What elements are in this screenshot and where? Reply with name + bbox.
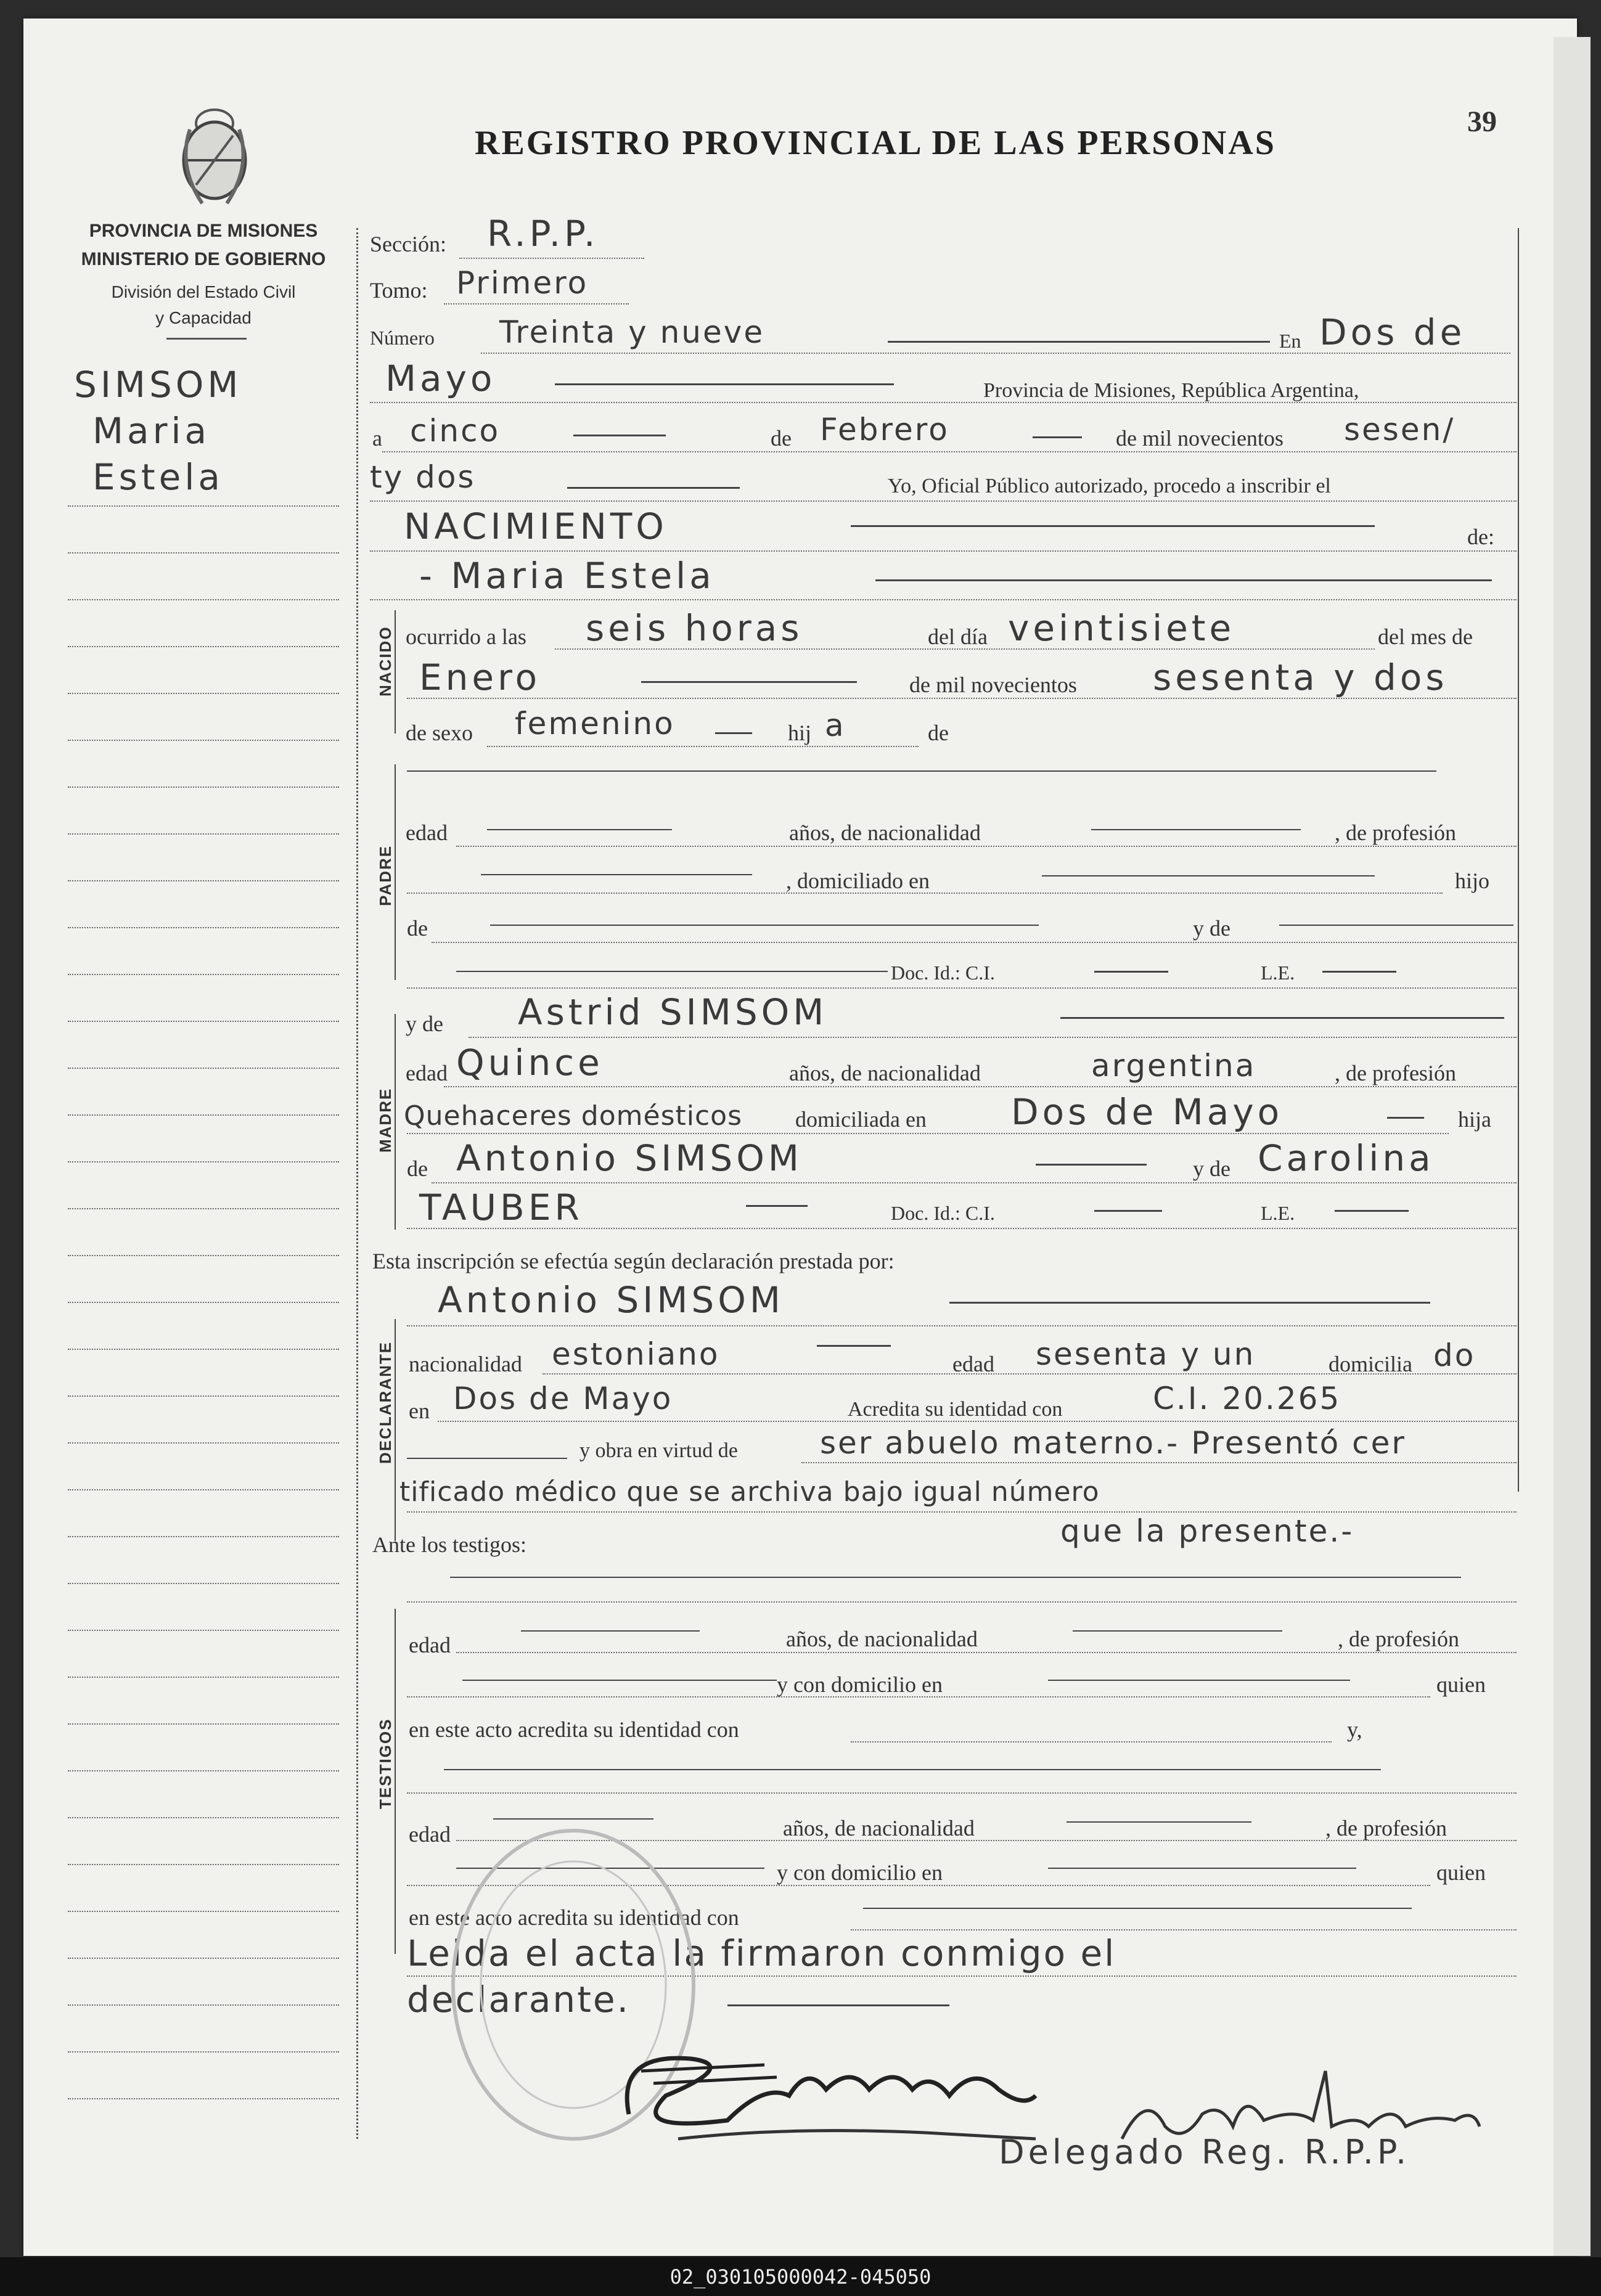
label-edad-t2: edad: [409, 1822, 451, 1847]
abuelo-dash: [1036, 1164, 1147, 1166]
margin-ruled-line: [68, 1583, 339, 1584]
label-del-dia: del día: [928, 624, 988, 649]
margin-ruled-line: [68, 552, 339, 554]
t1-edad-line: [456, 1652, 1517, 1653]
label-anos-nac-t1: años, de nacionalidad: [786, 1627, 978, 1651]
entry-sexo: femenino: [515, 706, 675, 742]
margin-ruled-line: [68, 1068, 339, 1069]
entry-virtud-2: tificado médico que se archiva bajo igual número: [399, 1476, 1100, 1508]
label-y-obra: y obra en virtud de: [579, 1439, 738, 1462]
entry-cierre-2: declarante.: [407, 1979, 631, 2020]
padre-edad-line: [456, 846, 1517, 847]
label-y-de-padre: y de: [1193, 916, 1230, 941]
margin-ruled-line: [68, 1161, 339, 1162]
label-hija: hija: [1458, 1107, 1491, 1132]
label-con-domicilio-t1: y con domicilio en: [777, 1672, 943, 1697]
entry-virtud-1: ser abuelo materno.- Presentó cer: [820, 1425, 1406, 1461]
label-edad-madre: edad: [406, 1061, 448, 1085]
nac-dec-dash: [817, 1345, 891, 1347]
padre-dom-line: [407, 893, 1443, 894]
coat-of-arms-emblem: [165, 86, 264, 210]
margin-ruled-line: [68, 1395, 339, 1397]
entry-acto: NACIMIENTO: [404, 505, 668, 547]
virtud-line-1: [801, 1462, 1517, 1463]
acto-dash: [851, 525, 1375, 527]
entry-edad-madre: Quince: [456, 1042, 604, 1084]
entry-hora: seis horas: [586, 607, 803, 649]
margin-ruled-line: [68, 1255, 339, 1256]
side-label-nacido: NACIDO: [376, 626, 395, 697]
entry-anio-nac: sesenta y dos: [1153, 656, 1448, 698]
declarante-line: [407, 1325, 1517, 1326]
sexo-line: [487, 746, 919, 747]
t1-dash-2: [444, 1769, 1381, 1770]
entry-numero: Treinta y nueve: [499, 314, 765, 350]
nombre-line: [370, 599, 1517, 600]
madre-de-line: [432, 1182, 1517, 1183]
ante-dash-1: [450, 1577, 1461, 1578]
mayo-dash: [555, 383, 894, 385]
label-a: a: [372, 426, 382, 451]
t2-acredita-line: [851, 1929, 1517, 1930]
label-domiciliado-en: , domiciliado en: [786, 868, 930, 893]
margin-ruled-line: [68, 880, 339, 881]
label-edad-t1: edad: [409, 1633, 451, 1657]
entry-madre: Astrid SIMSOM: [518, 991, 828, 1033]
label-edad-padre: edad: [406, 820, 448, 845]
sexo-dash: [715, 732, 752, 734]
margin-ruled-line: [68, 1817, 339, 1818]
madre-dom-line: [407, 1133, 1449, 1134]
madre-dash: [1060, 1017, 1504, 1019]
label-le-madre: L.E.: [1261, 1202, 1295, 1224]
margin-ruled-line: [68, 1911, 339, 1912]
label-edad-dec: edad: [952, 1352, 994, 1376]
margin-ruled-line: [68, 1770, 339, 1771]
margin-ruled-line: [68, 1630, 339, 1631]
division-line-2: y Capacidad: [155, 308, 252, 327]
abuelos-padre-dash: [490, 925, 1039, 926]
entry-seccion: R.P.P.: [487, 213, 599, 255]
margin-ruled-line: [68, 927, 339, 928]
side-label-testigos: TESTIGOS: [376, 1718, 395, 1809]
label-de-prof-madre: , de profesión: [1335, 1061, 1456, 1085]
main-form-left-border: [356, 228, 358, 2139]
label-ante-testigos: Ante los testigos:: [372, 1532, 526, 1557]
seccion-line: [459, 258, 644, 259]
label-de-mil-novecientos-2: de mil novecientos: [909, 672, 1077, 697]
label-anos-nac-madre: años, de nacionalidad: [789, 1061, 981, 1085]
label-ocurrido: ocurrido a las: [406, 624, 526, 649]
side-label-padre: PADRE: [376, 844, 395, 906]
padres-line: [407, 770, 1436, 772]
entry-tomo: Primero: [456, 265, 589, 301]
t1-acredita-line-2: [407, 1792, 1517, 1794]
tomo-line: [444, 303, 629, 304]
margin-ruled-line: [68, 2004, 339, 2006]
form-right-border: [1518, 228, 1519, 1492]
yo-line: [370, 500, 1517, 502]
margin-ruled-line: [68, 505, 339, 507]
label-de-padres: de: [928, 721, 949, 745]
virtud-dash: [407, 1458, 567, 1459]
entry-abuela-1: Carolina: [1258, 1137, 1435, 1179]
entry-nombre: - Maria Estela: [419, 555, 715, 597]
entry-dom-declarante: Dos de Mayo: [453, 1381, 673, 1416]
label-hij: hij: [788, 721, 812, 745]
entry-nac-madre: argentina: [1091, 1048, 1256, 1084]
label-provincia: Provincia de Misiones, República Argentina,: [983, 379, 1359, 402]
entry-nac-declarante: estoniano: [552, 1336, 720, 1372]
label-seccion: Sección:: [370, 232, 446, 256]
padre-dom-dash: [1042, 875, 1375, 876]
margin-ruled-line: [68, 2098, 339, 2099]
side-label-madre: MADRE: [376, 1087, 395, 1153]
margin-ruled-line: [68, 646, 339, 647]
mes-nac-line: [407, 698, 1517, 699]
label-acredita-t2: en este acto acredita su identidad con: [409, 1905, 739, 1930]
division-line-1: División del Estado Civil: [111, 282, 296, 301]
label-en-dec: en: [409, 1399, 430, 1423]
margin-ruled-line: [68, 1114, 339, 1116]
margin-ruled-line: [68, 1442, 339, 1444]
entry-hij-suffix: a: [825, 708, 846, 743]
margin-ruled-line: [68, 833, 339, 835]
label-y-de-madre-abuela: y de: [1193, 1156, 1230, 1181]
virtud-line-2: [407, 1511, 1517, 1513]
margin-ruled-line: [68, 1302, 339, 1303]
padre-doc-line: [407, 987, 1517, 989]
t2-edad-dash: [493, 1818, 653, 1820]
label-de-prof-t1: , de profesión: [1338, 1627, 1459, 1651]
label-anos-nac-t2: años, de nacionalidad: [783, 1816, 975, 1840]
label-en: En: [1279, 330, 1301, 352]
margin-ruled-line: [68, 1021, 339, 1022]
madre-le-dash: [1335, 1210, 1409, 1212]
label-domicilia: domicilia: [1329, 1352, 1412, 1376]
margin-middle-name: Estela: [92, 456, 224, 498]
madre-line: [469, 1037, 1517, 1038]
t2-dom-dash: [1048, 1868, 1356, 1869]
label-nacionalidad-dec: nacionalidad: [409, 1352, 522, 1376]
cierre-dash: [727, 2004, 949, 2006]
label-quien-t1: quien: [1436, 1672, 1486, 1697]
padre-nac-dash: [1091, 829, 1301, 830]
label-doc-id-madre: Doc. Id.: C.I.: [891, 1202, 995, 1224]
declarante-dash: [949, 1302, 1430, 1304]
abuela-padre-dash: [1279, 925, 1513, 926]
entry-mayo: Mayo: [385, 357, 496, 399]
label-doc-id-padre: Doc. Id.: C.I.: [891, 962, 995, 984]
label-de-mil-novecientos: de mil novecientos: [1116, 426, 1284, 451]
entry-dia-nac: veintisiete: [1008, 607, 1235, 649]
label-hijo: hijo: [1455, 868, 1490, 893]
madre-ci-dash: [1094, 1210, 1162, 1212]
label-quien-t2: quien: [1436, 1860, 1486, 1885]
abuela-dash: [746, 1205, 808, 1207]
entry-anio-2: ty dos: [370, 459, 476, 495]
label-de-mes: de: [771, 426, 792, 451]
side-label-declarante: DECLARANTE: [376, 1341, 395, 1464]
margin-ruled-line: [68, 1349, 339, 1350]
acto-line: [370, 550, 1517, 552]
margin-surname: SIMSOM: [74, 364, 242, 406]
padre-edad-dash: [487, 829, 672, 830]
padre-ci-dash: [1094, 971, 1168, 973]
label-yo-oficial: Yo, Oficial Público autorizado, procedo a inscribir el: [888, 475, 1331, 497]
t1-dom-dash: [1048, 1680, 1350, 1681]
label-de-sexo: de sexo: [406, 721, 473, 745]
label-con-domicilio-t2: y con domicilio en: [777, 1860, 943, 1885]
t1-acredita-line: [851, 1741, 1332, 1742]
page-number: 39: [1467, 105, 1497, 138]
entry-ci-declarante: C.I. 20.265: [1153, 1381, 1341, 1416]
entry-dom-madre: Dos de Mayo: [1011, 1091, 1284, 1133]
t1-nac-dash: [1073, 1630, 1282, 1632]
label-y-t1: y,: [1347, 1717, 1362, 1742]
t2-acredita-dash: [863, 1908, 1412, 1909]
entry-en: Dos de: [1319, 311, 1466, 353]
margin-ruled-line: [68, 693, 339, 694]
dom-madre-dash: [1387, 1117, 1424, 1119]
margin-ruled-line: [68, 599, 339, 600]
margin-ruled-line: [68, 1489, 339, 1490]
label-de-colon: de:: [1467, 525, 1494, 549]
madre-edad-line: [444, 1086, 1517, 1087]
madre-doc-line: [407, 1228, 1517, 1229]
margin-ruled-line: [68, 1677, 339, 1678]
entry-dia: cinco: [410, 413, 501, 449]
entry-abuelo: Antonio SIMSOM: [456, 1137, 803, 1179]
entry-edad-declarante: sesenta y un: [1036, 1336, 1256, 1372]
label-domiciliada-en: domiciliada en: [795, 1107, 927, 1132]
numero-dash: [888, 341, 1270, 343]
margin-ruled-line: [68, 1723, 339, 1725]
entry-abuela-2: TAUBER: [419, 1187, 583, 1228]
left-heading-rule: [166, 338, 247, 340]
entry-declarante: Antonio SIMSOM: [438, 1279, 784, 1321]
entry-mes-nac: Enero: [419, 656, 541, 698]
label-de-madre: de: [407, 1156, 428, 1181]
label-de-padre: de: [407, 916, 428, 941]
en-dec-line: [438, 1421, 1517, 1422]
margin-ruled-line: [68, 1536, 339, 1537]
ante-line: [407, 1601, 1517, 1603]
entry-anio-1: sesen/: [1344, 412, 1456, 447]
label-numero: Número: [370, 327, 435, 349]
label-le-padre: L.E.: [1261, 962, 1295, 984]
label-acredita-t1: en este acto acredita su identidad con: [409, 1717, 739, 1742]
province-heading: PROVINCIA DE MISIONES: [89, 221, 318, 241]
register-title: REGISTRO PROVINCIAL DE LAS PERSONAS: [475, 124, 1276, 162]
ministry-heading: MINISTERIO DE GOBIERNO: [81, 249, 326, 269]
padre-le-dash: [1322, 971, 1396, 973]
padre-doc-dash: [456, 971, 888, 972]
numero-line: [481, 353, 1510, 354]
mes-dash: [1033, 436, 1082, 438]
t1-edad-dash: [521, 1630, 700, 1632]
scan-reference-code: 02_030105000042-045050: [669, 2265, 932, 2289]
entry-cierre-1: Leida el acta la firmaron conmigo el: [407, 1932, 1116, 1974]
label-de-prof-t2: , de profesión: [1325, 1816, 1447, 1840]
margin-ruled-line: [68, 2051, 339, 2053]
margin-ruled-line: [68, 1958, 339, 1959]
margin-ruled-line: [68, 1208, 339, 1209]
nac-dec-line: [543, 1373, 1517, 1375]
ocurrido-line: [555, 648, 1375, 650]
label-de-prof-padre: , de profesión: [1335, 820, 1456, 845]
next-page-edge: [1554, 37, 1591, 2256]
margin-ruled-line: [68, 740, 339, 741]
entry-prof-madre: Quehaceres domésticos: [404, 1100, 743, 1132]
margin-ruled-line: [68, 786, 339, 788]
margin-first-name: Maria: [92, 410, 211, 452]
label-del-mes-de: del mes de: [1378, 624, 1473, 649]
mayo-line: [370, 402, 1517, 403]
mes-nac-dash: [641, 681, 857, 683]
anio-dash: [567, 487, 740, 489]
label-y-de-madre: y de: [406, 1011, 443, 1036]
t1-dom-line: [407, 1696, 1430, 1697]
dia-dash: [573, 435, 666, 436]
label-acredita: Acredita su identidad con: [848, 1398, 1063, 1421]
entry-delegado: Delegado Reg. R.P.P.: [999, 2133, 1411, 2171]
label-esta-inscripcion: Esta inscripción se efectúa según declaración prestada por:: [372, 1249, 895, 1273]
margin-ruled-line: [68, 974, 339, 975]
entry-mes: Febrero: [820, 412, 949, 447]
fecha-line: [382, 451, 1517, 452]
padre-prof-dash: [481, 874, 752, 875]
padre-de-line: [432, 942, 1517, 943]
entry-virtud-3: que la presente.-: [1060, 1513, 1354, 1549]
label-tomo: Tomo:: [370, 278, 428, 303]
margin-ruled-line: [68, 1864, 339, 1865]
t1-prof-dash: [462, 1680, 777, 1681]
t2-nac-dash: [1067, 1821, 1251, 1823]
nombre-dash: [875, 579, 1492, 581]
entry-domicilia-suffix: do: [1433, 1338, 1476, 1373]
label-anos-nac-padre: años, de nacionalidad: [789, 820, 981, 845]
